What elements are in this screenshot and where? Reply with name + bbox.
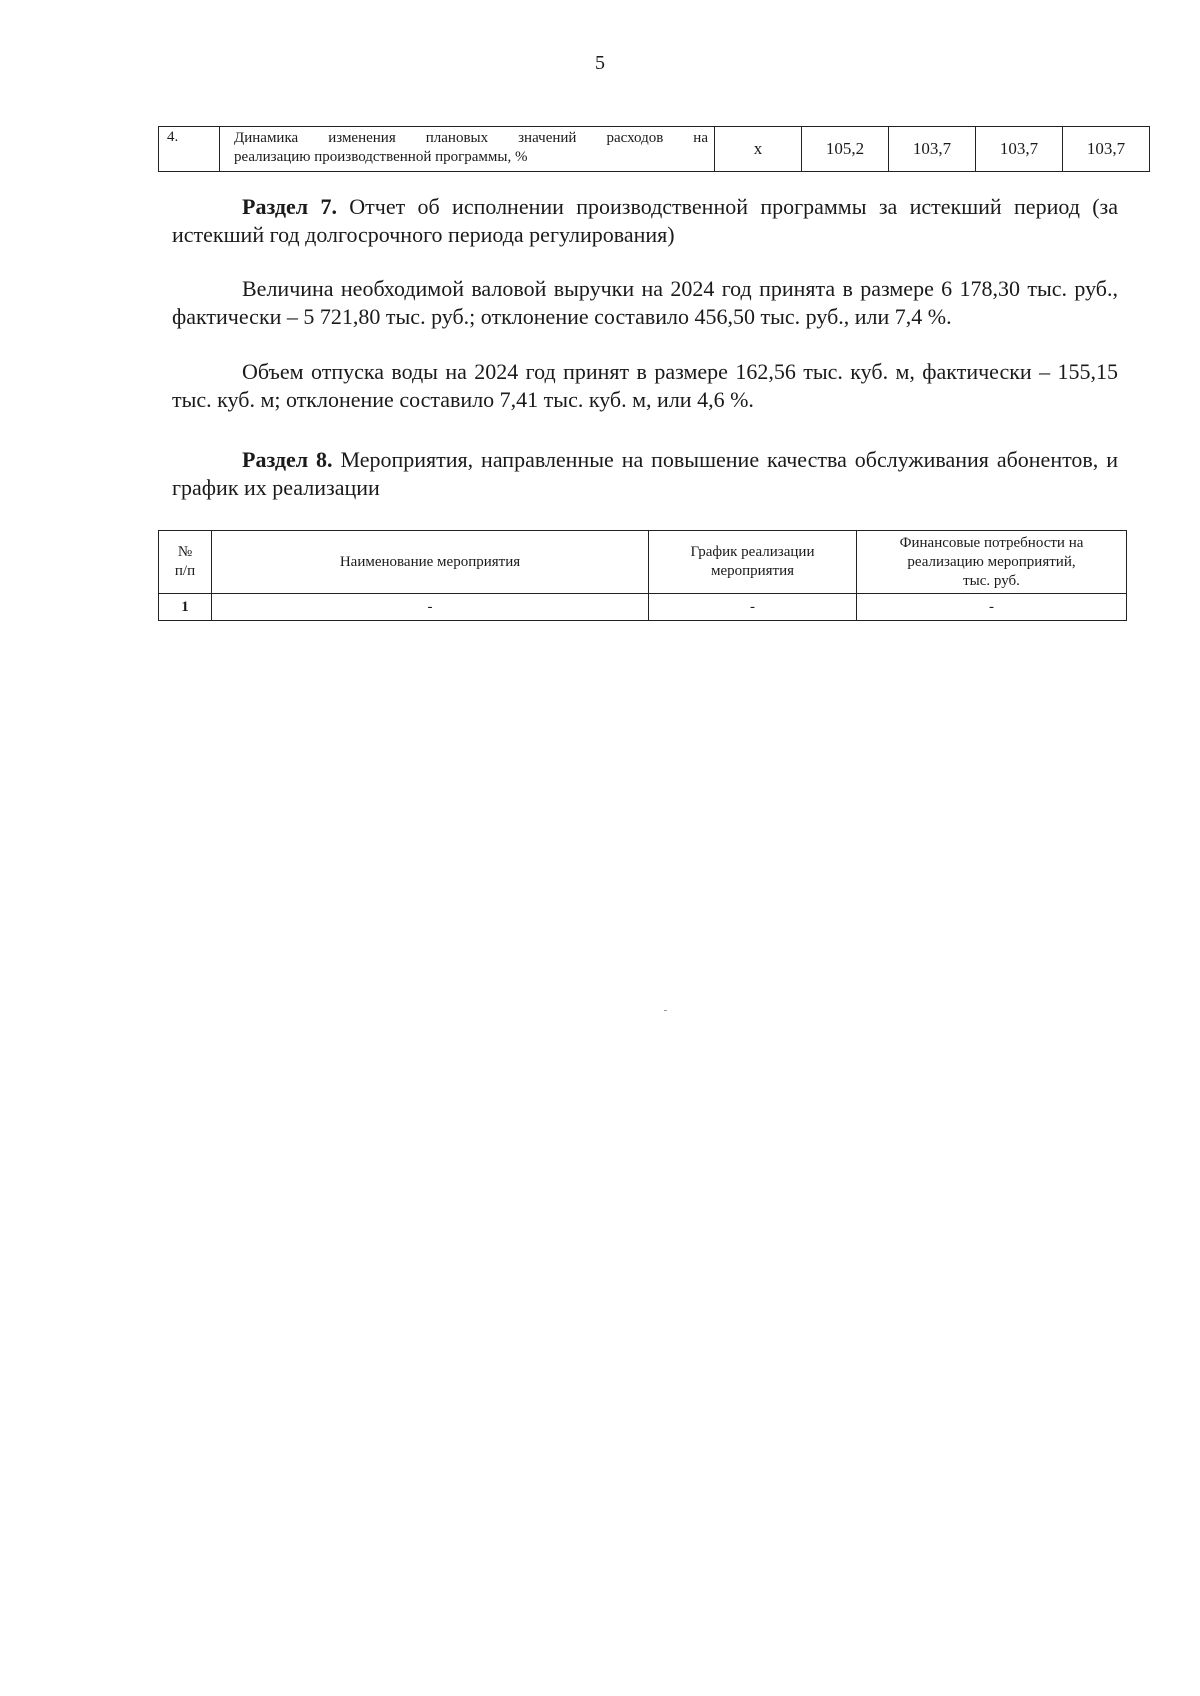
section-7-heading [172,193,1118,249]
row-description-line1: Динамика изменения плановых значений расходов на [234,130,708,146]
scan-speck [664,1010,667,1011]
section-8-label: Раздел 8. [242,447,333,472]
section-7-label: Раздел 7. [242,194,337,219]
cell-schedule: - [649,594,857,621]
cell-finance: - [857,594,1127,621]
revenue-paragraph: Величина необходимой валовой выручки на 2024 год принята в размере 6 178,30 тыс. руб., фактически – 5 721,80 тыс. руб.; отклонение составило 456,50 тыс. руб., или 7,4 %. [172,276,1118,329]
row-value-1: 105,2 [802,127,889,172]
table-header-row [159,531,1127,594]
header-name: Наименование мероприятия [212,531,649,594]
header-finance [857,531,1127,594]
header-schedule-line1: График реализации [690,544,815,560]
header-finance-line3: тыс. руб. [963,572,1020,589]
indicator-table [158,126,1150,172]
section-7-title: Отчет об исполнении производственной программы за истекший период (за истекший год долгосрочного периода регулирования) [172,194,1119,247]
header-schedule [649,531,857,594]
row-number: 4. [159,127,220,172]
header-number-line1: № [177,544,193,560]
row-description [220,127,715,172]
row-description-line2: реализацию производственной программы, % [234,149,528,165]
section-8-title: Мероприятия, направленные на повышение качества обслуживания абонентов, и график их реализации [172,447,1118,500]
cell-name: - [212,594,649,621]
section-8-heading [172,446,1118,502]
header-schedule-line2: мероприятия [710,563,795,579]
water-volume-paragraph: Объем отпуска воды на 2024 год принят в размере 162,56 тыс. куб. м, фактически – 155,15 тыс. куб. м; отклонение составило 7,41 тыс. куб. м, или 4,6 %. [172,359,1118,412]
row-value-2: 103,7 [889,127,976,172]
page-number: 5 [595,52,605,74]
row-value-base: х [715,127,802,172]
table-row [159,594,1127,621]
table-row [159,127,1150,172]
cell-number: 1 [159,594,212,621]
row-value-3: 103,7 [976,127,1063,172]
header-number [159,531,212,594]
header-finance-line1: Финансовые потребности на [899,534,1084,551]
header-finance-line2: реализацию мероприятий, [907,553,1076,570]
header-number-line2: п/п [174,563,196,579]
measures-table [158,530,1127,621]
row-value-4: 103,7 [1063,127,1150,172]
